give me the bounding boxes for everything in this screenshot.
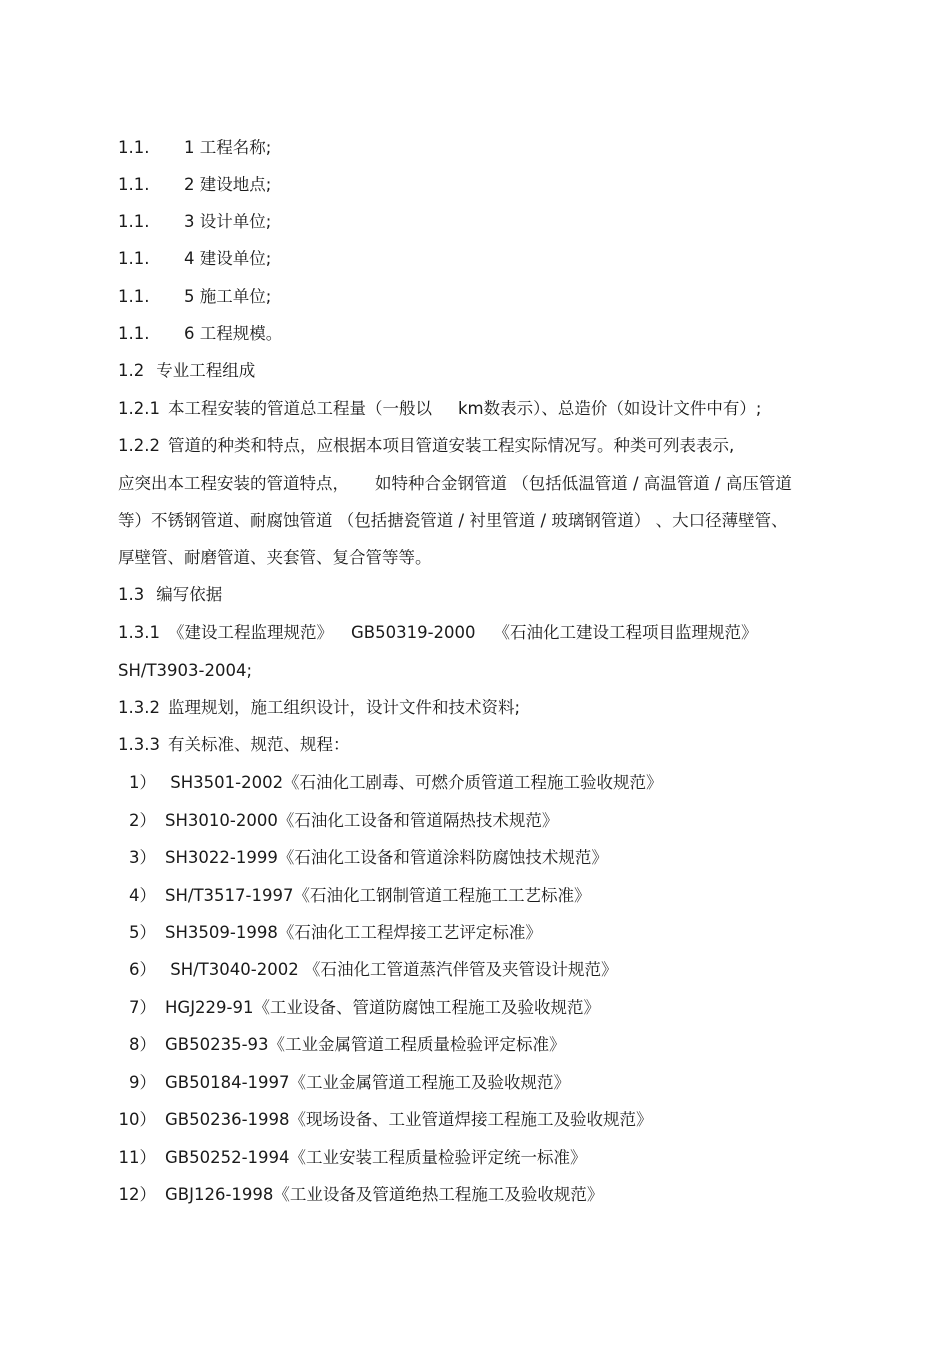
item-1-1-4 [118,247,271,271]
section-heading-1-3 [118,583,222,607]
item-number: 1.1. [118,324,150,343]
reference-text: GBJ126-1998《工业设备及管道绝热工程施工及验收规范》 [165,1185,604,1204]
item-1-1-2 [118,173,271,197]
reference-text: GB50236-1998《现场设备、工业管道焊接工程施工及验收规范》 [165,1110,653,1129]
item-1-1-3 [118,210,271,234]
reference-index: 2） [129,811,156,830]
paragraph-1-2-2-line4 [118,546,432,570]
item-text: 5 施工单位; [184,287,272,306]
reference-index: 9） [129,1073,156,1092]
paragraph-text: 《石油化工建设工程项目监理规范》 [493,623,758,642]
paragraph-text: 应突出本工程安装的管道特点， [118,474,349,493]
reference-item [108,996,600,1020]
reference-index: 1） [129,773,156,792]
reference-text: HGJ229-91《工业设备、管道防腐蚀工程施工及验收规范》 [165,998,601,1017]
section-heading-1-2 [118,359,255,383]
section-title: 专业工程组成 [156,361,256,380]
paragraph-number: 1.3.2 [118,698,160,717]
paragraph-text: 管道的种类和特点，应根据本项目管道安装工程实际情况写。种类可列表表示, [167,436,735,455]
section-number: 1.3 [118,585,145,604]
reference-text: SH/T3517-1997《石油化工钢制管道工程施工工艺标准》 [165,886,591,905]
reference-text: SH3010-2000《石油化工设备和管道隔热技术规范》 [165,811,559,830]
item-number: 1.1. [118,138,150,157]
paragraph-1-2-2 [118,434,734,458]
paragraph-1-3-1 [118,621,758,645]
reference-item [108,1183,603,1207]
paragraph-1-2-2-line2 [118,472,792,496]
section-title: 编写依据 [156,585,223,604]
reference-text: GB50235-93《工业金属管道工程质量检验评定标准》 [165,1035,566,1054]
item-number: 1.1. [118,287,150,306]
item-1-1-5 [118,285,271,309]
item-number: 1.1. [118,175,150,194]
reference-index: 3） [129,848,156,867]
reference-index: 12） [118,1185,156,1204]
paragraph-number: 1.3.1 [118,623,160,642]
reference-item [108,884,590,908]
reference-index: 8） [129,1035,156,1054]
reference-item [108,846,608,870]
item-text: 2 建设地点; [184,175,272,194]
paragraph-text: GB50319-2000 [350,623,476,642]
item-text: 4 建设单位; [184,249,272,268]
reference-index: 5） [129,923,156,942]
item-text: 1 工程名称; [184,138,272,157]
reference-item [108,1033,566,1057]
reference-index: 4） [129,886,156,905]
paragraph-number: 1.3.3 [118,735,160,754]
reference-text: GB50252-1994《工业安装工程质量检验评定统一标准》 [165,1148,587,1167]
section-number: 1.2 [118,361,145,380]
reference-item [108,1071,570,1095]
paragraph-1-3-1-line2 [118,659,252,683]
reference-text: GB50184-1997《工业金属管道工程施工及验收规范》 [165,1073,571,1092]
reference-item [108,809,558,833]
item-1-1-1 [118,136,271,160]
reference-item [108,1108,653,1132]
reference-item [108,921,542,945]
paragraph-text: 《建设工程监理规范》 [167,623,333,642]
paragraph-text: 监理规划，施工组织设计，设计文件和技术资料; [167,698,521,717]
item-number: 1.1. [118,212,150,231]
reference-index: 7） [129,998,156,1017]
paragraph-text: 本工程安装的管道总工程量（一般以 [167,399,432,418]
reference-item [108,771,663,795]
paragraph-text: 等）不锈钢管道、耐腐蚀管道 （包括搪瓷管道 / 衬里管道 / 玻璃钢管道） 、大口径薄壁管、 [118,511,788,530]
reference-text: SH3022-1999《石油化工设备和管道涂料防腐蚀技术规范》 [165,848,608,867]
paragraph-number: 1.2.2 [118,436,160,455]
paragraph-text: 有关标准、规范、规程： [167,735,350,754]
paragraph-text: km数表示）、总造价（如设计文件中有）; [457,399,762,418]
item-text: 3 设计单位; [184,212,272,231]
reference-index: 10） [118,1110,156,1129]
item-text: 6 工程规模。 [184,324,283,343]
reference-text: SH3501-2002《石油化工剧毒、可燃介质管道工程施工验收规范》 [165,773,663,792]
paragraph-text: 厚壁管、耐磨管道、夹套管、复合管等等。 [118,548,432,567]
reference-index: 11） [118,1148,156,1167]
paragraph-1-3-3 [118,733,349,757]
reference-text: SH/T3040-2002 《石油化工管道蒸汽伴管及夹管设计规范》 [165,960,618,979]
paragraph-1-2-1 [118,397,761,421]
item-1-1-6 [118,322,282,346]
item-number: 1.1. [118,249,150,268]
reference-text: SH3509-1998《石油化工工程焊接工艺评定标准》 [165,923,542,942]
paragraph-1-2-2-line3 [118,509,788,533]
paragraph-number: 1.2.1 [118,399,160,418]
paragraph-1-3-2 [118,696,520,720]
reference-item [108,958,617,982]
paragraph-text: 如特种合金钢管道 （包括低温管道 / 高温管道 / 高压管道 [375,474,792,493]
reference-item [108,1146,587,1170]
paragraph-text: SH/T3903-2004; [118,661,253,680]
reference-index: 6） [129,960,156,979]
